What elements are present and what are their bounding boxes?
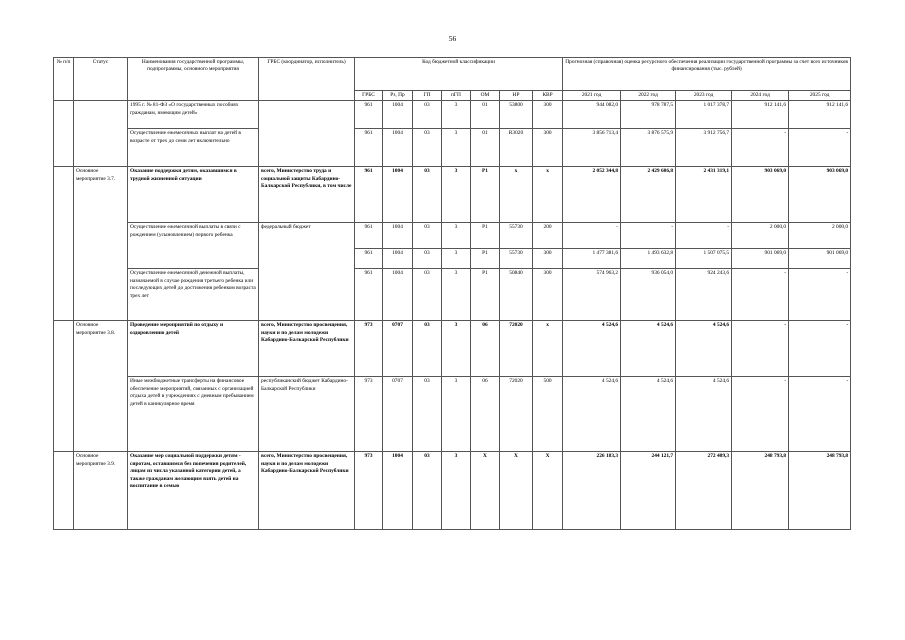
subheader-cell: ГП <box>413 91 442 101</box>
value-cell: - <box>732 269 789 321</box>
value-cell: 226 183,3 <box>563 452 621 530</box>
value-cell: - <box>676 223 732 249</box>
code-cell: 55730 <box>500 249 533 269</box>
value-cell: 4 524,6 <box>676 377 732 452</box>
code-cell: 3 <box>442 452 471 530</box>
code-cell: 50840 <box>500 269 533 321</box>
subheader-cell: 2023 год <box>676 91 732 101</box>
resource-table <box>53 57 851 530</box>
value-cell: - <box>563 223 621 249</box>
grbs-cell: республиканский бюджет Кабардино-Балкарской Республики <box>259 377 355 452</box>
table-row <box>54 101 851 129</box>
table-row <box>54 223 851 249</box>
code-cell: 03 <box>413 269 442 321</box>
page-number: 56 <box>448 34 457 43</box>
subheader-cell: ГРБС <box>355 91 383 101</box>
code-cell: 53800 <box>500 101 533 129</box>
value-cell: 248 793,8 <box>789 452 851 530</box>
header-grbs: ГРБС (координатор, исполнитель) <box>259 58 355 101</box>
value-cell: 272 409,3 <box>676 452 732 530</box>
value-cell: - <box>789 321 851 377</box>
code-cell: 961 <box>355 101 383 129</box>
code-cell: Р1 <box>471 249 500 269</box>
code-cell: 961 <box>355 269 383 321</box>
value-cell: 574 963,2 <box>563 269 621 321</box>
code-cell: 300 <box>533 129 563 167</box>
code-cell: 3 <box>442 377 471 452</box>
header-code: Код бюджетной классификации <box>355 58 563 91</box>
value-cell: 4 524,6 <box>676 321 732 377</box>
code-cell: 72020 <box>500 321 533 377</box>
subheader-cell: 2024 год <box>732 91 789 101</box>
grbs-cell <box>259 101 355 167</box>
code-cell: 1004 <box>383 452 413 530</box>
code-cell: 1004 <box>383 269 413 321</box>
code-cell: 3 <box>442 269 471 321</box>
subheader-cell: КВР <box>533 91 563 101</box>
code-cell: 3 <box>442 249 471 269</box>
value-cell: 903 069,0 <box>732 167 789 223</box>
code-cell: Р1 <box>471 223 500 249</box>
subheader-cell: НР <box>500 91 533 101</box>
name-cell: Оказание поддержки детям, оказавшимся в трудной жизненной ситуации <box>128 167 259 223</box>
grbs-cell: всего, Министерство труда и социальной защиты Кабардино-Балкарской Республики, в том числе <box>259 167 355 223</box>
code-cell: 01 <box>471 129 500 167</box>
header-row <box>54 58 851 91</box>
code-cell: Х <box>533 452 563 530</box>
table-row <box>54 269 851 321</box>
value-cell: 1 507 075,5 <box>676 249 732 269</box>
table-row <box>54 321 851 377</box>
code-cell: 1004 <box>383 249 413 269</box>
value-cell: 3 912 756,7 <box>676 129 732 167</box>
value-cell: 3 856 713,4 <box>563 129 621 167</box>
code-cell: 03 <box>413 129 442 167</box>
subheader-cell: Рз, Пр <box>383 91 413 101</box>
code-cell: 1004 <box>383 129 413 167</box>
value-cell: 4 524,6 <box>621 321 676 377</box>
value-cell: 244 121,7 <box>621 452 676 530</box>
value-cell: 2 052 344,8 <box>563 167 621 223</box>
value-cell: 903 069,0 <box>789 167 851 223</box>
subheader-cell: 2022 год <box>621 91 676 101</box>
value-cell: 2 000,0 <box>732 223 789 249</box>
code-cell: 3 <box>442 321 471 377</box>
name-cell: Осуществление ежемесячной выплаты в связи с рождением (усыновлением) первого ребенка <box>128 223 259 269</box>
value-cell: 901 069,0 <box>789 249 851 269</box>
code-cell: 03 <box>413 452 442 530</box>
code-cell: х <box>500 167 533 223</box>
name-cell: Осуществление ежемесячных выплат на детей в возрасте от трех до семи лет включительно <box>128 129 259 167</box>
grbs-cell: всего, Министерство просвещения, науки и по делам молодежи Кабардино-Балкарской Республики <box>259 321 355 377</box>
value-cell: 978 787,5 <box>621 101 676 129</box>
code-cell: R3020 <box>500 129 533 167</box>
name-cell: Оказание мер социальной поддержки детям - сиротам, оставшимся без попечения родителей, лицам из числа указанной категории детей, а также гражданам желающим взять детей на воспитание в семью <box>128 452 259 530</box>
value-cell: 924 243,6 <box>676 269 732 321</box>
name-cell: 1995 г. № 81-ФЗ «О государственных пособиях гражданам, имеющим детей» <box>128 101 259 129</box>
table-row <box>54 167 851 223</box>
code-cell: 973 <box>355 452 383 530</box>
code-cell: 3 <box>442 223 471 249</box>
code-cell: 500 <box>533 377 563 452</box>
status-cell: Основное мероприятие 3.8. <box>74 321 128 452</box>
code-cell: 1004 <box>383 101 413 129</box>
code-cell: 06 <box>471 377 500 452</box>
status-cell: Основное мероприятие 3.7. <box>74 167 128 321</box>
value-cell: 2 429 686,8 <box>621 167 676 223</box>
value-cell: 4 524,6 <box>563 377 621 452</box>
value-cell: 248 793,8 <box>732 452 789 530</box>
code-cell: 03 <box>413 223 442 249</box>
code-cell: 03 <box>413 167 442 223</box>
num-cell <box>54 452 74 530</box>
table-row <box>54 452 851 530</box>
value-cell: 1 477 381,6 <box>563 249 621 269</box>
code-cell: 03 <box>413 249 442 269</box>
code-cell: 03 <box>413 101 442 129</box>
value-cell: 912 141,6 <box>789 101 851 129</box>
value-cell: 1 017 378,7 <box>676 101 732 129</box>
code-cell: х <box>533 321 563 377</box>
code-cell: 1004 <box>383 223 413 249</box>
code-cell: 01 <box>471 101 500 129</box>
code-cell: 72020 <box>500 377 533 452</box>
code-cell: 03 <box>413 377 442 452</box>
code-cell: 961 <box>355 223 383 249</box>
value-cell: - <box>732 321 789 377</box>
num-cell <box>54 101 74 167</box>
value-cell: 944 082,0 <box>563 101 621 129</box>
name-cell: Осуществление ежемесячной денежной выплаты, назначаемой в случае рождения третьего ребенка или последующих детей до достижения ребенком возраста трех лет <box>128 269 259 321</box>
header-forecast: Прогнозная (справочная) оценка ресурсного обеспечения реализации государственной программы за счет всех источников финансирования (тыс. рублей) <box>563 58 851 91</box>
code-cell: 0707 <box>383 321 413 377</box>
code-cell: Х <box>500 452 533 530</box>
value-cell: - <box>732 377 789 452</box>
header-status: Статус <box>74 58 128 101</box>
code-cell: 3 <box>442 129 471 167</box>
code-cell: Х <box>471 452 500 530</box>
code-cell: 3 <box>442 167 471 223</box>
code-cell: 200 <box>533 223 563 249</box>
value-cell: 912 141,6 <box>732 101 789 129</box>
code-cell: 1004 <box>383 167 413 223</box>
code-cell: 300 <box>533 249 563 269</box>
value-cell: 4 524,6 <box>621 377 676 452</box>
code-cell: Р1 <box>471 167 500 223</box>
code-cell: 0707 <box>383 377 413 452</box>
code-cell: 03 <box>413 321 442 377</box>
code-cell: 3 <box>442 101 471 129</box>
subheader-cell: пГП <box>442 91 471 101</box>
header-name: Наименования государственной программы, подпрограммы, основного мероприятия <box>128 58 259 101</box>
name-cell: Иные межбюджетные трансферты на финансовое обеспечение мероприятий, связанных с организацией отдыха детей в учреждениях с дневным пребыванием детей в каникулярное время <box>128 377 259 452</box>
code-cell: 300 <box>533 101 563 129</box>
table-row <box>54 129 851 167</box>
code-cell: Р1 <box>471 269 500 321</box>
num-cell <box>54 321 74 452</box>
value-cell: - <box>789 129 851 167</box>
value-cell: 2 000,0 <box>789 223 851 249</box>
value-cell: - <box>789 377 851 452</box>
value-cell: 936 054,0 <box>621 269 676 321</box>
table-row <box>54 377 851 452</box>
status-cell: Основное мероприятие 3.9. <box>74 452 128 530</box>
code-cell: х <box>533 167 563 223</box>
code-cell: 961 <box>355 167 383 223</box>
value-cell: - <box>621 223 676 249</box>
subheader-cell: 2021 год <box>563 91 621 101</box>
code-cell: 973 <box>355 377 383 452</box>
value-cell: - <box>732 129 789 167</box>
value-cell: 2 431 319,1 <box>676 167 732 223</box>
code-cell: 06 <box>471 321 500 377</box>
value-cell: 3 876 575,9 <box>621 129 676 167</box>
header-num: № п/п <box>54 58 74 101</box>
code-cell: 961 <box>355 129 383 167</box>
num-cell <box>54 167 74 321</box>
code-cell: 961 <box>355 249 383 269</box>
name-cell: Проведение мероприятий по отдыху и оздоровлению детей <box>128 321 259 377</box>
code-cell: 300 <box>533 269 563 321</box>
grbs-cell: всего, Министерство просвещения, науки и по делам молодежи Кабардино-Балкарской Республики <box>259 452 355 530</box>
code-cell: 55730 <box>500 223 533 249</box>
code-cell: 973 <box>355 321 383 377</box>
value-cell: - <box>789 269 851 321</box>
value-cell: 4 524,6 <box>563 321 621 377</box>
value-cell: 1 493 632,8 <box>621 249 676 269</box>
subheader-cell: ОМ <box>471 91 500 101</box>
subheader-cell: 2025 год <box>789 91 851 101</box>
status-cell <box>74 101 128 167</box>
grbs-cell: федеральный бюджет <box>259 223 355 321</box>
value-cell: 901 069,0 <box>732 249 789 269</box>
